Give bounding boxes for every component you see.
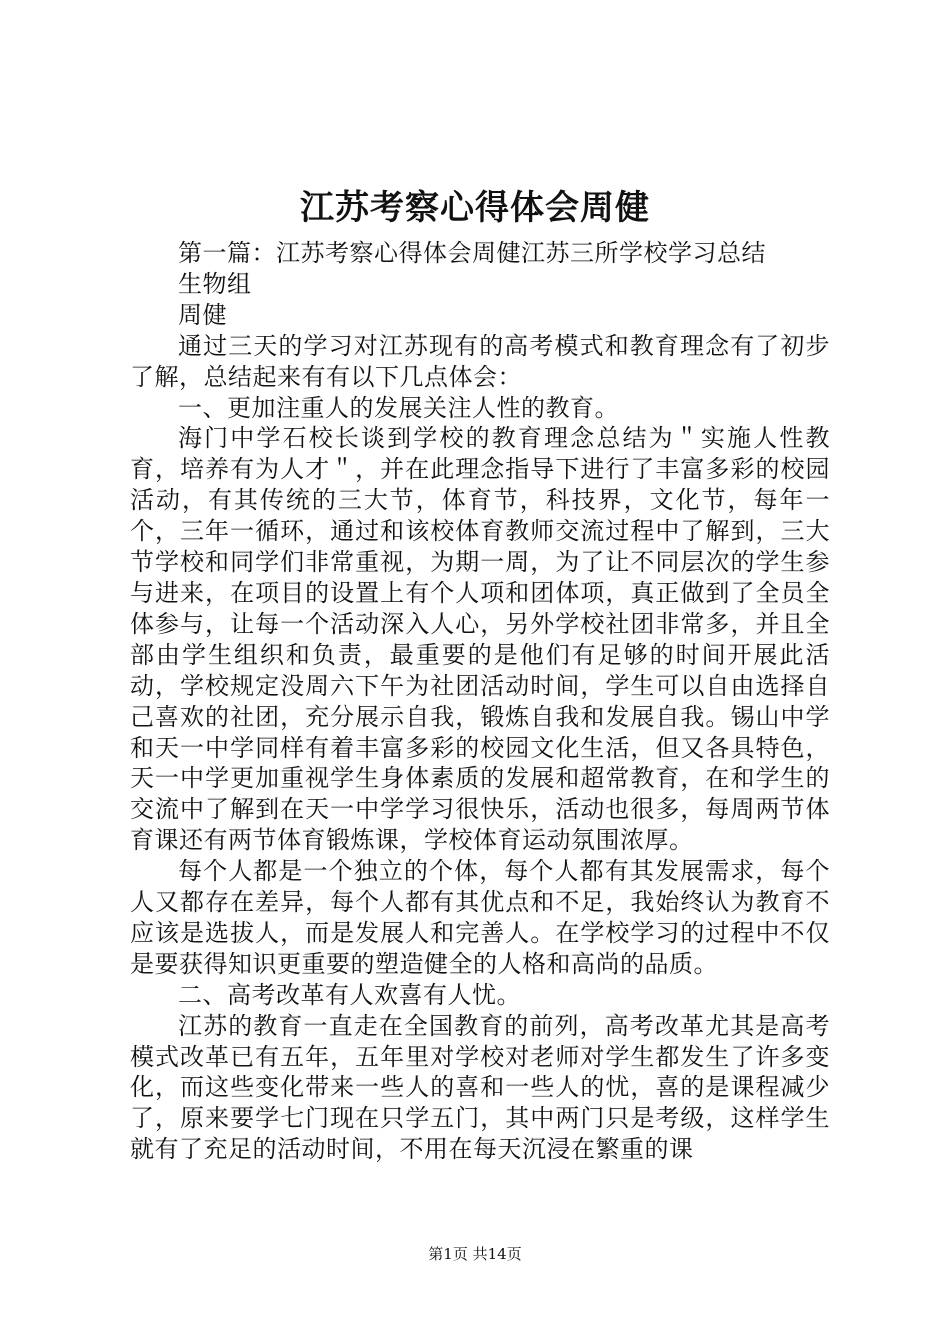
paragraph: 通过三天的学习对江苏现有的高考模式和教育理念有了初步了解，总结起来有有以下几点体会： [130,331,830,391]
paragraph: 海门中学石校长谈到学校的教育理念总结为＂实施人性教育，培养有为人才＂，并在此理念指导下进行了丰富多彩的校园活动，有其传统的三大节，体育节，科技界，文化节，每年一个，三年一循环，通过和该校体育教师交流过程中了解到，三大节学校和同学们非常重视，为期一周，为了让不同层次的学生参与进来，在项目的设置上有个人项和团体项，真正做到了全员全体参与，让每一个活动深入人心，另外学校社团非常多，并且全部由学生组织和负责，最重要的是他们有足够的时间开展此活动，学校规定没周六下午为社团活动时间，学生可以自由选择自己喜欢的社团，充分展示自我，锻炼自我和发展自我。锡山中学和天一中学同样有着丰富多彩的校园文化生活，但又各具特色，天一中学更加重视学生身体素质的发展和超常教育，在和学生的交流中了解到在天一中学学习很快乐，活动也很多，每周两节体育课还有两节体育锻炼课，学校体育运动氛围浓厚。 [130,424,830,855]
page-number-footer: 第1页 共14页 [428,1245,522,1263]
paragraph: 江苏的教育一直走在全国教育的前列，高考改革尤其是高考模式改革已有五年，五年里对学校对老师对学生都发生了许多变化，而这些变化带来一些人的喜和一些人的忧，喜的是课程减少了，原来要学七门现在只学五门，其中两门只是考级，这样学生就有了充足的活动时间，不用在每天沉浸在繁重的课 [130,1011,830,1164]
document-title: 江苏考察心得体会周健 [300,188,650,228]
paragraph: 第一篇：江苏考察心得体会周健江苏三所学校学习总结 [178,239,766,267]
paragraph: 生物组 [178,269,252,298]
paragraph: 一、更加注重人的发展关注人性的教育。 [178,393,619,422]
paragraph: 周健 [178,300,227,329]
paragraph: 二、高考改革有人欢喜有人忧。 [178,980,521,1009]
document-body [130,238,830,1165]
paragraph: 每个人都是一个独立的个体，每个人都有其发展需求，每个人又都存在差异，每个人都有其优点和不足，我始终认为教育不应该是选拔人，而是发展人和完善人。在学校学习的过程中不仅是要获得知识更重要的塑造健全的人格和高尚的品质。 [130,857,830,978]
